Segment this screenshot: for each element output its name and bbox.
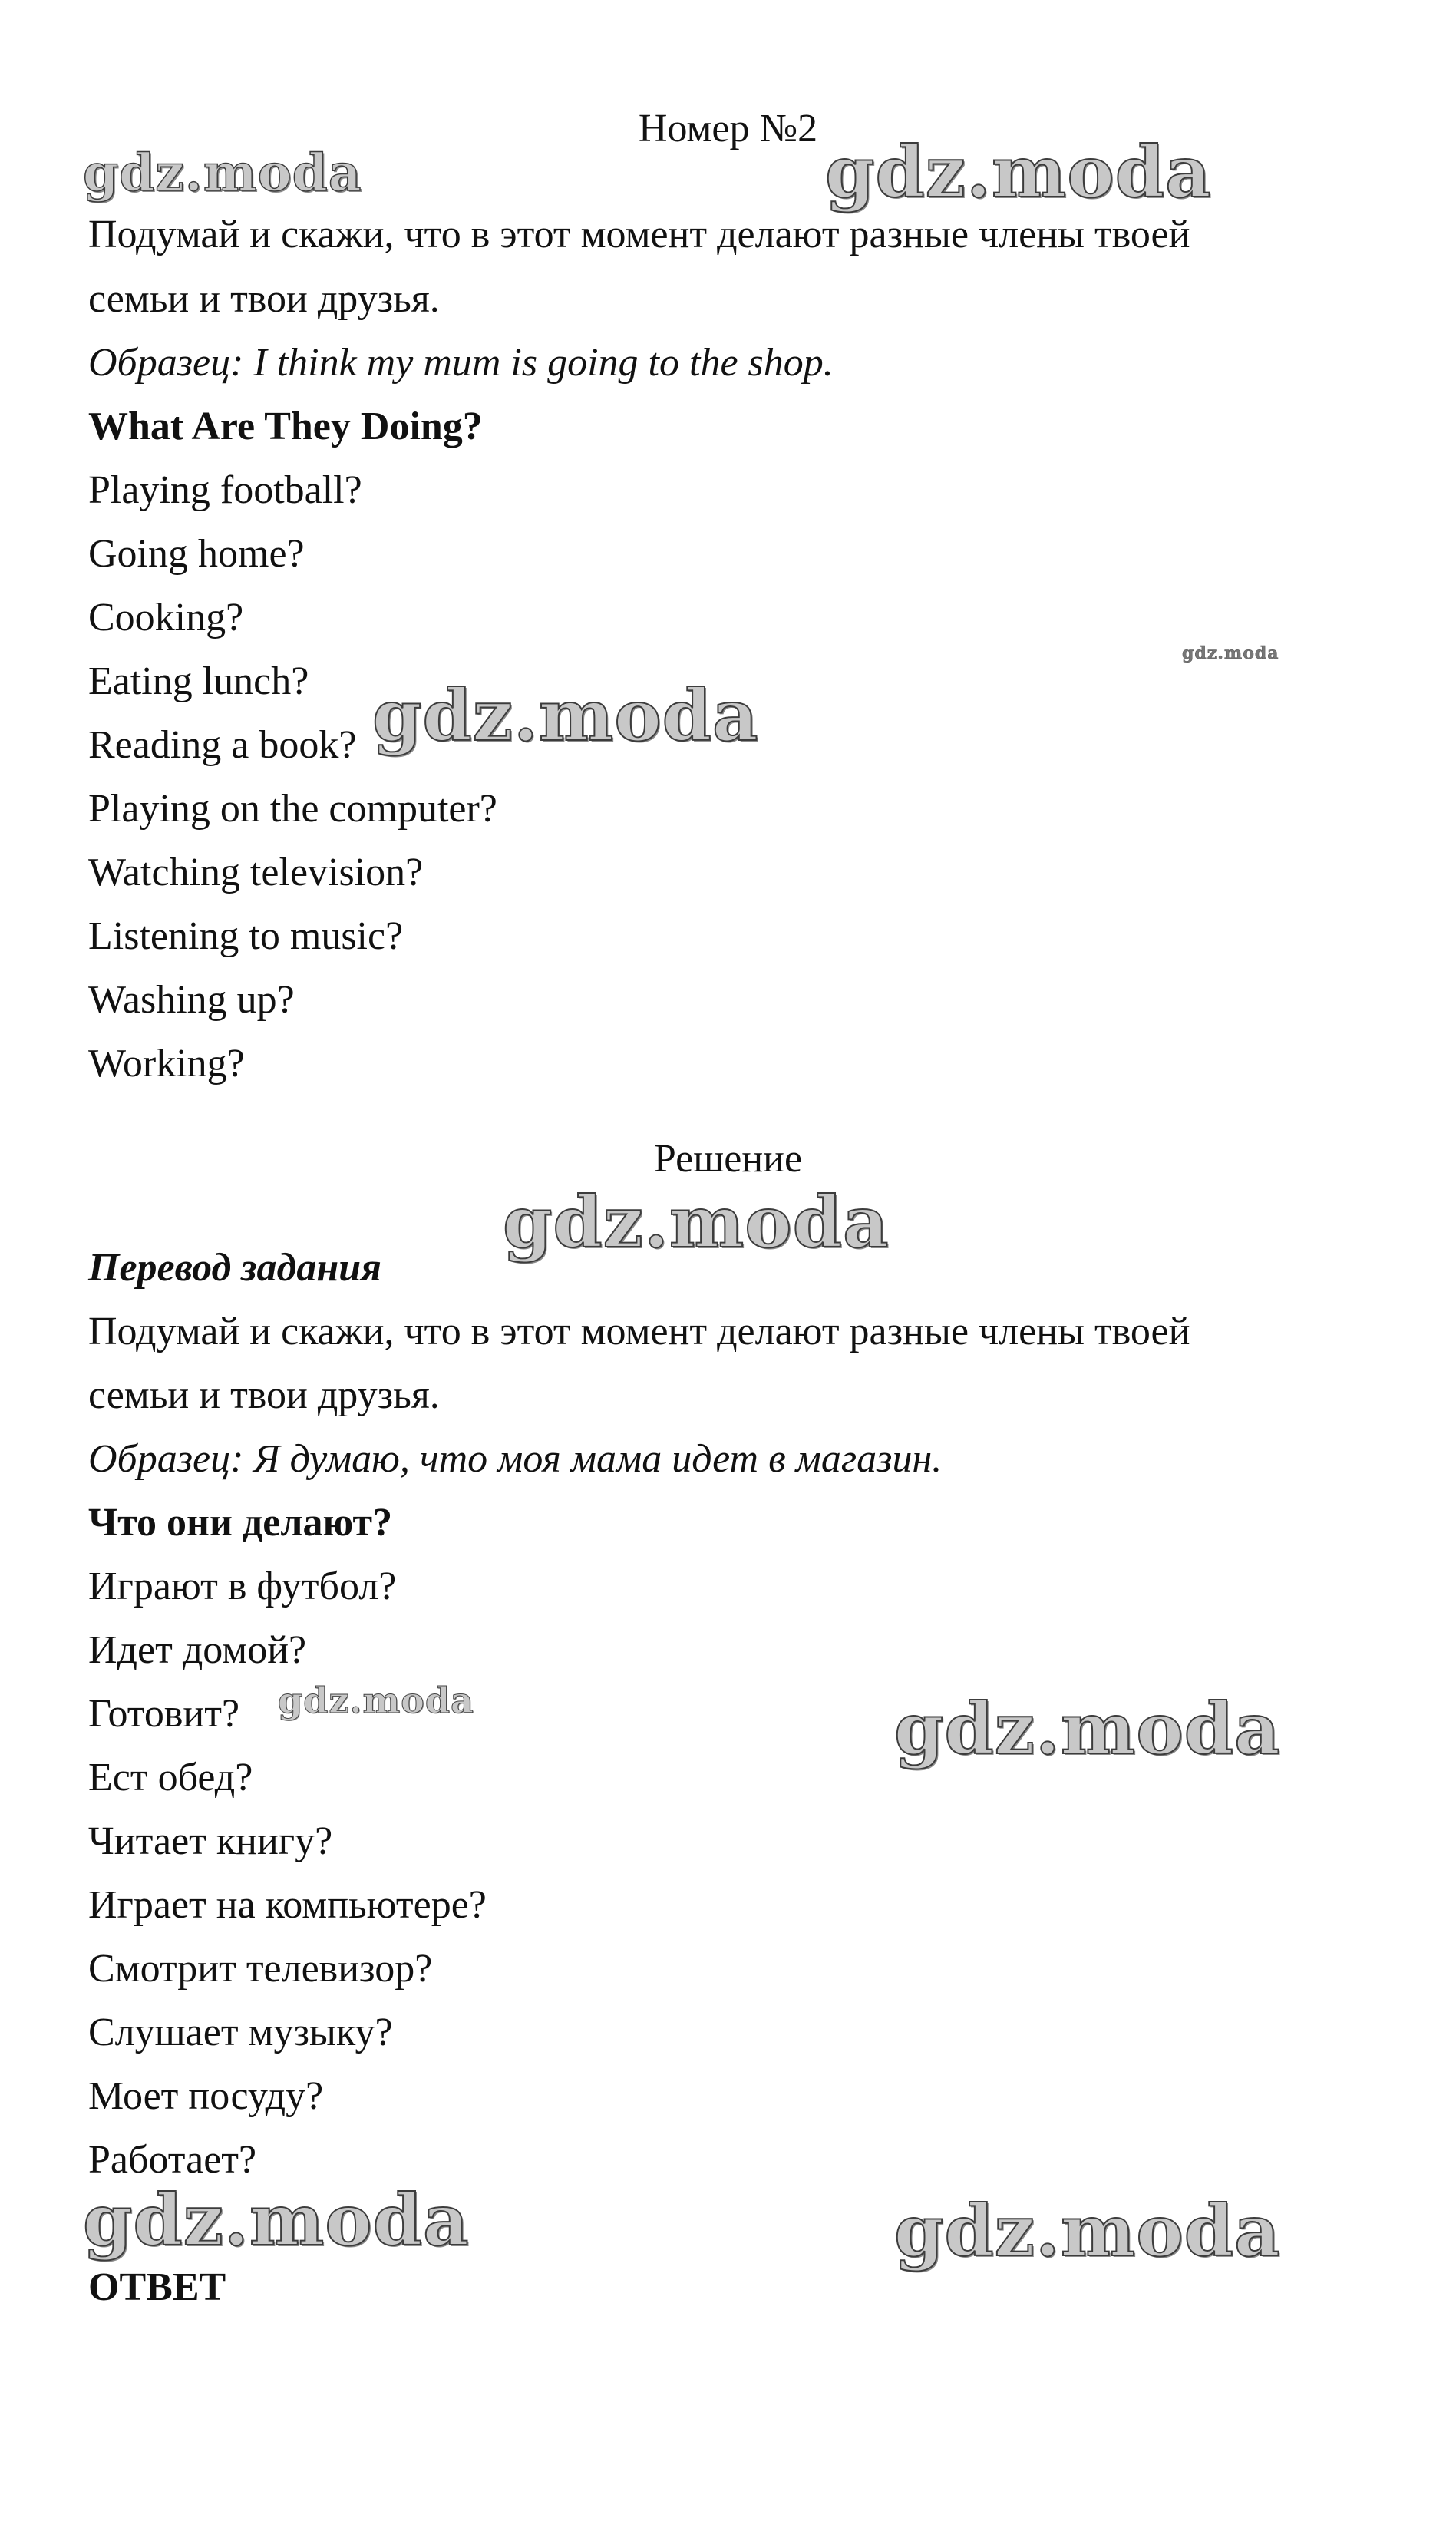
solution-item: Готовит? (88, 1692, 240, 1736)
task-item: Playing football? (88, 468, 362, 512)
task-item: Reading a book? (88, 723, 357, 767)
solution-example: Образец: Я думаю, что моя мама идет в магазин. (88, 1437, 943, 1481)
solution-item: Читает книгу? (88, 1819, 333, 1863)
task-instruction-line-2: семьи и твои друзья. (88, 277, 440, 321)
watermark-logo: gdz.moda (894, 1687, 1281, 1770)
task-item: Playing on the computer? (88, 787, 497, 831)
solution-item: Моет посуду? (88, 2074, 324, 2118)
task-item: Going home? (88, 532, 305, 576)
answer-heading: ОТВЕТ (88, 2265, 226, 2309)
solution-item: Смотрит телевизор? (88, 1947, 433, 1991)
task-item: Washing up? (88, 978, 295, 1022)
task-item: Watching television? (88, 851, 424, 894)
watermark-logo: gdz.moda (503, 1181, 890, 1264)
solution-item: Работает? (88, 2138, 257, 2182)
task-item: Cooking? (88, 596, 244, 639)
solution-instruction-line-1: Подумай и скажи, что в этот момент делают разные члены твоей (88, 1310, 1190, 1353)
solution-heading: Что они делают? (88, 1501, 393, 1545)
watermark-logo: gdz.moda (825, 131, 1212, 213)
solution-item: Играют в футбол? (88, 1565, 397, 1608)
translation-heading: Перевод задания (88, 1246, 381, 1290)
solution-item: Играет на компьютере? (88, 1883, 487, 1927)
solution-title: Решение (653, 1137, 803, 1181)
solution-item: Ест обед? (88, 1756, 253, 1799)
watermark-logo: gdz.moda (278, 1680, 474, 1721)
task-heading: What Are They Doing? (88, 405, 483, 448)
watermark-logo: gdz.moda (83, 2179, 470, 2262)
task-instruction-line-1: Подумай и скажи, что в этот момент делают разные члены твоей (88, 213, 1190, 256)
task-item: Listening to music? (88, 914, 404, 958)
watermark-logo: gdz.moda (372, 674, 759, 757)
watermark-logo: gdz.moda (1182, 643, 1279, 663)
watermark-logo: gdz.moda (83, 143, 362, 203)
task-item: Eating lunch? (88, 659, 309, 703)
page-title: Номер №2 (638, 107, 818, 150)
watermark-logo: gdz.moda (894, 2189, 1281, 2272)
solution-instruction-line-2: семьи и твои друзья. (88, 1373, 440, 1417)
task-example: Образец: I think my mum is going to the shop. (88, 341, 834, 385)
solution-item: Идет домой? (88, 1628, 307, 1672)
task-item: Working? (88, 1042, 245, 1085)
solution-item: Слушает музыку? (88, 2011, 393, 2054)
